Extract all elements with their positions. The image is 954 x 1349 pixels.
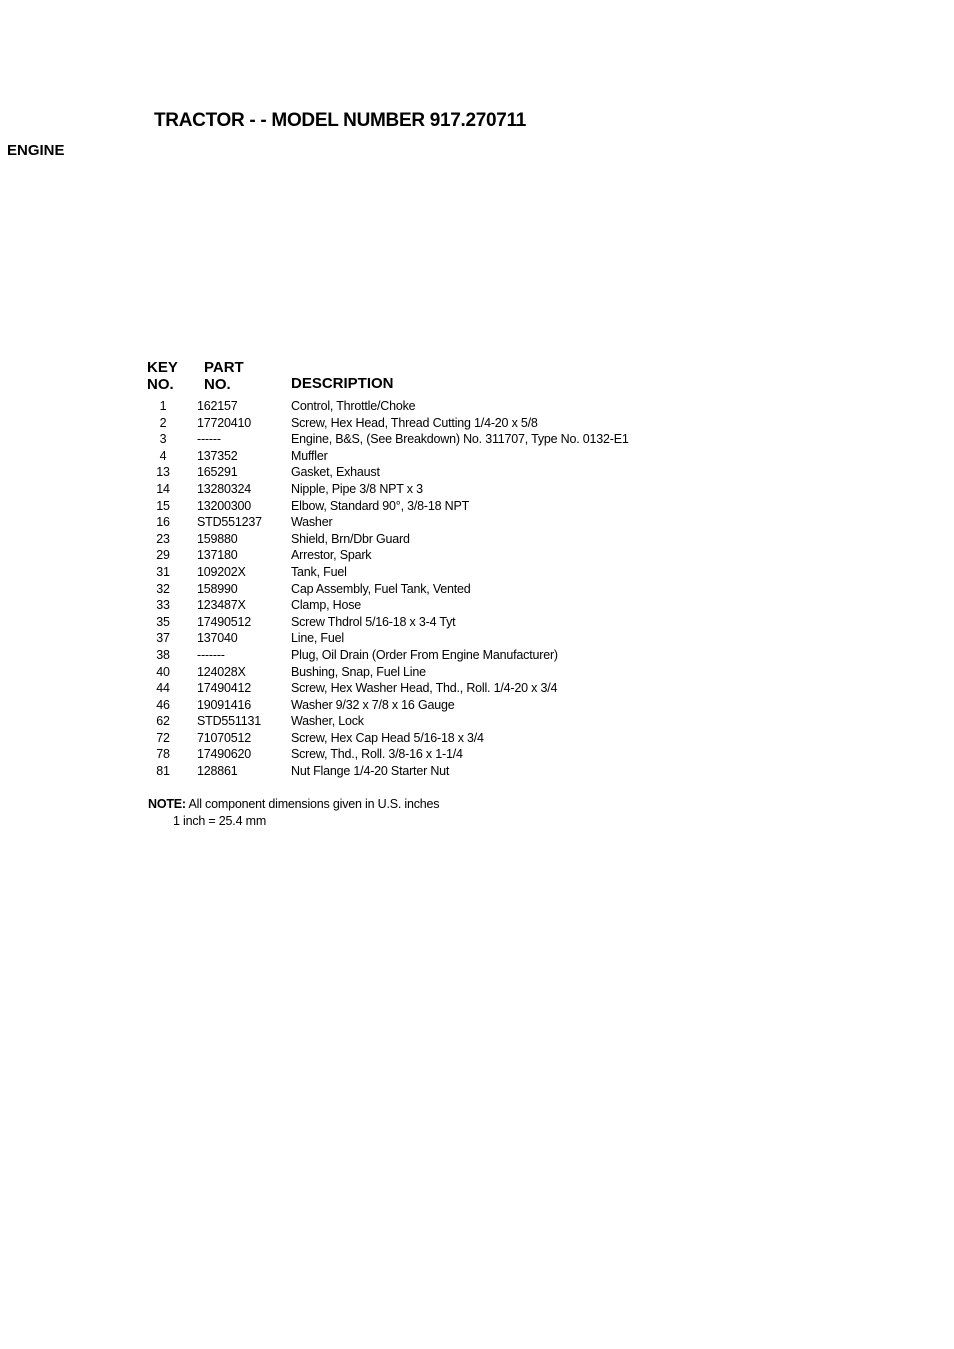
table-row [0, 631, 954, 648]
table-row [0, 615, 954, 632]
description-cell: Screw, Hex Head, Thread Cutting 1/4-20 x 5/8 [291, 415, 538, 430]
part-no-cell: ------ [197, 432, 221, 447]
part-no-cell: 137352 [197, 448, 238, 463]
key-no-cell: 44 [156, 681, 170, 696]
part-header-line1: PART [204, 359, 244, 376]
part-no-cell: 17490412 [197, 681, 252, 696]
table-row [0, 747, 954, 764]
key-no-cell: 15 [156, 498, 170, 513]
part-no-cell: 109202X [197, 564, 246, 579]
key-no-cell: 1 [159, 399, 167, 413]
key-no-cell: 4 [159, 448, 167, 463]
part-no-cell: 17720410 [197, 415, 252, 430]
part-no-cell: STD551131 [197, 714, 261, 729]
key-no-cell: 78 [156, 747, 170, 762]
key-no-cell: 35 [156, 614, 170, 629]
key-no-cell: 33 [156, 598, 170, 613]
key-no-cell: 72 [156, 730, 170, 745]
part-no-cell: 128861 [197, 764, 238, 779]
key-no-cell: 32 [156, 581, 170, 596]
description-cell: Washer, Lock [291, 714, 364, 729]
description-cell: Nipple, Pipe 3/8 NPT x 3 [291, 481, 423, 496]
description-cell: Control, Throttle/Choke [291, 399, 416, 413]
part-no-cell: 17490512 [197, 614, 252, 629]
note-text: All component dimensions given in U.S. inches [188, 797, 440, 811]
part-no-cell: 159880 [197, 531, 238, 546]
table-row [0, 565, 954, 582]
table-row [0, 515, 954, 532]
table-row [0, 714, 954, 731]
part-no-cell: STD551237 [197, 515, 262, 530]
key-no-cell: 31 [156, 564, 170, 579]
description-cell: Arrestor, Spark [291, 548, 372, 563]
key-no-cell: 13 [156, 465, 170, 480]
section-heading: ENGINE [7, 142, 65, 159]
part-header-line2: NO. [204, 376, 231, 393]
key-no-cell: 29 [156, 548, 170, 563]
table-row [0, 532, 954, 549]
table-row [0, 731, 954, 748]
key-no-cell: 62 [156, 714, 170, 729]
part-no-cell: 137180 [197, 548, 238, 563]
part-no-cell: 165291 [197, 465, 238, 480]
table-row [0, 399, 954, 416]
part-no-cell: 17490620 [197, 747, 252, 762]
key-no-cell: 16 [156, 515, 170, 530]
description-cell: Screw, Thd., Roll. 3/8-16 x 1-1/4 [291, 747, 463, 762]
part-no-cell: 71070512 [197, 730, 252, 745]
key-header-line2: NO. [147, 376, 174, 393]
note-conversion: 1 inch = 25.4 mm [173, 814, 267, 828]
table-row [0, 698, 954, 715]
part-no-cell: 13280324 [197, 481, 252, 496]
page-title: TRACTOR - - MODEL NUMBER 917.270711 [154, 110, 527, 131]
key-no-cell: 46 [156, 697, 170, 712]
description-cell: Tank, Fuel [291, 564, 347, 579]
table-row [0, 598, 954, 615]
table-row [0, 582, 954, 599]
description-cell: Washer 9/32 x 7/8 x 16 Gauge [291, 697, 455, 712]
description-cell: Plug, Oil Drain (Order From Engine Manufacturer) [291, 647, 558, 662]
description-cell: Clamp, Hose [291, 598, 362, 613]
part-no-cell: 123487X [197, 598, 246, 613]
description-cell: Cap Assembly, Fuel Tank, Vented [291, 581, 471, 596]
key-no-cell: 2 [159, 415, 167, 430]
key-no-header [147, 359, 178, 393]
table-row [0, 416, 954, 433]
table-row [0, 449, 954, 466]
part-no-cell: 124028X [197, 664, 246, 679]
part-no-cell: 19091416 [197, 697, 252, 712]
description-cell: Engine, B&S, (See Breakdown) No. 311707, Type No. 0132-E1 [291, 432, 629, 447]
description-cell: Elbow, Standard 90°, 3/8-18 NPT [291, 498, 470, 513]
description-cell: Bushing, Snap, Fuel Line [291, 664, 426, 679]
description-cell: Screw, Hex Cap Head 5/16-18 x 3/4 [291, 730, 484, 745]
key-no-cell: 38 [156, 647, 170, 662]
part-no-cell: 162157 [197, 399, 238, 413]
part-no-cell: 13200300 [197, 498, 252, 513]
table-row [0, 482, 954, 499]
key-no-cell: 37 [156, 631, 170, 646]
description-cell: Muffler [291, 448, 328, 463]
key-no-cell: 14 [156, 481, 170, 496]
key-header-line1: KEY [147, 359, 178, 376]
description-header: DESCRIPTION [291, 375, 394, 392]
key-no-cell: 81 [156, 764, 170, 779]
dimensions-note [148, 796, 439, 830]
table-row [0, 681, 954, 698]
description-cell: Nut Flange 1/4-20 Starter Nut [291, 764, 450, 779]
part-no-cell: ------- [197, 647, 225, 662]
description-cell: Screw, Hex Washer Head, Thd., Roll. 1/4-20 x 3/4 [291, 681, 558, 696]
description-cell: Line, Fuel [291, 631, 344, 646]
parts-list [0, 399, 954, 781]
table-row [0, 432, 954, 449]
table-row [0, 648, 954, 665]
note-label: NOTE: [148, 797, 186, 811]
description-cell: Screw Thdrol 5/16-18 x 3-4 Tyt [291, 614, 456, 629]
key-no-cell: 23 [156, 531, 170, 546]
key-no-cell: 40 [156, 664, 170, 679]
description-cell: Shield, Brn/Dbr Guard [291, 531, 410, 546]
key-no-cell: 3 [159, 432, 167, 447]
description-cell: Washer [291, 515, 333, 530]
part-no-cell: 158990 [197, 581, 238, 596]
part-no-cell: 137040 [197, 631, 238, 646]
table-row [0, 499, 954, 516]
table-row [0, 465, 954, 482]
part-no-header [204, 359, 244, 393]
table-row [0, 548, 954, 565]
table-row [0, 665, 954, 682]
description-cell: Gasket, Exhaust [291, 465, 380, 480]
table-row [0, 764, 954, 781]
